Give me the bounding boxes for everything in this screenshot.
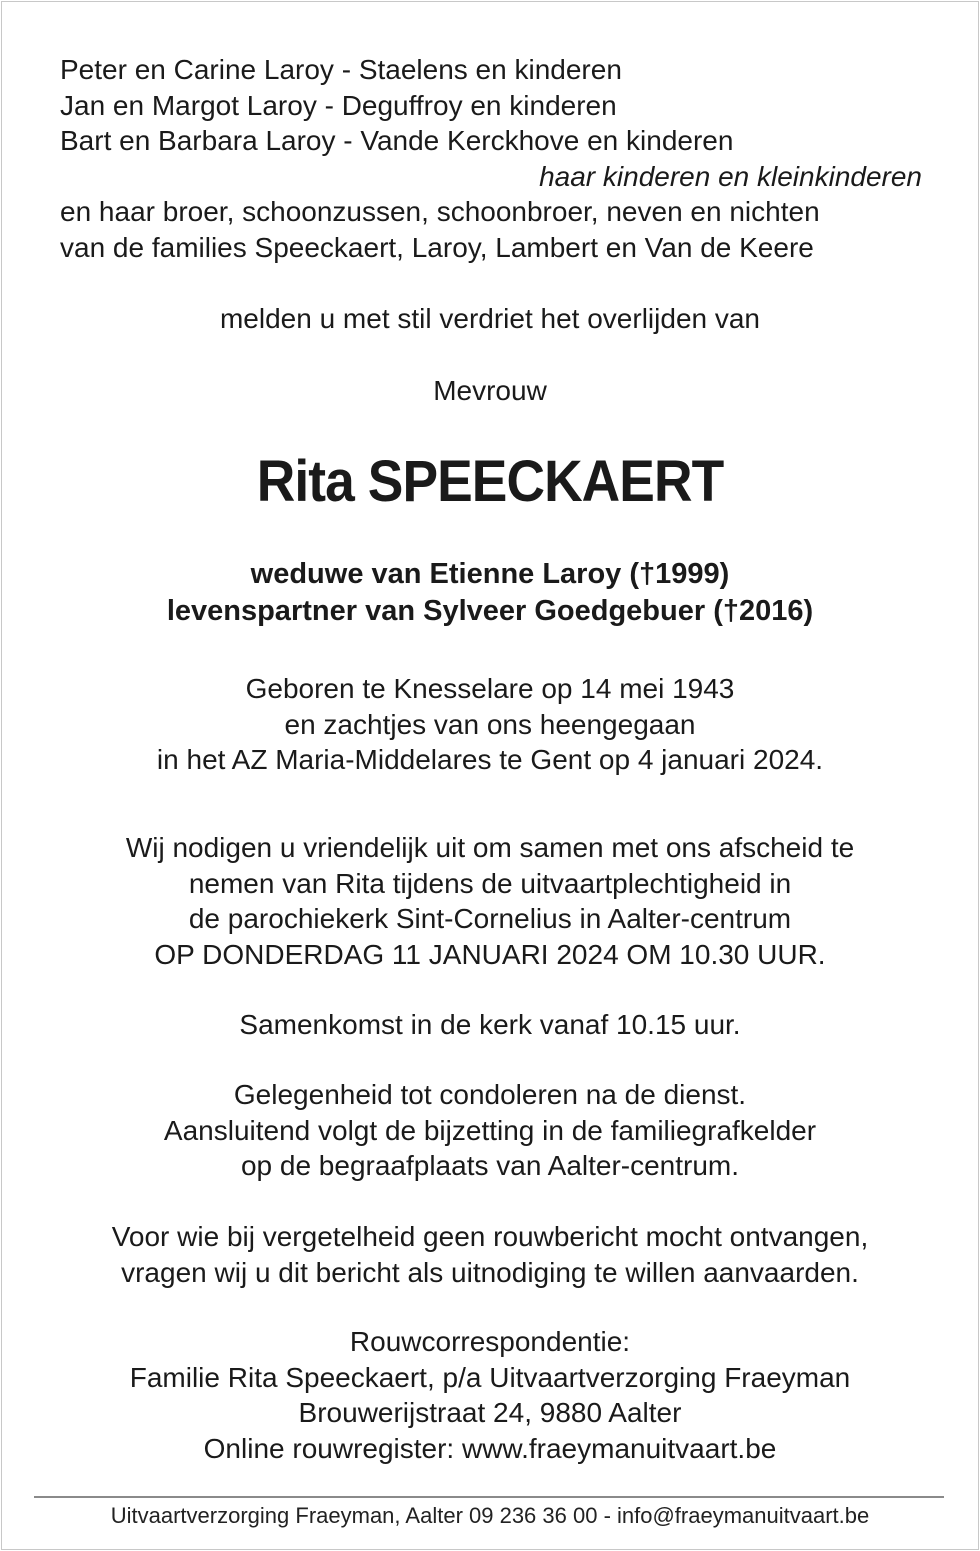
- passing-line: en zachtjes van ons heengegaan: [284, 708, 696, 740]
- burial-line: op de begraafplaats van Aalter-centrum.: [240, 1150, 740, 1181]
- family-line: van de families Speeckaert, Laroy, Lambert en Van de Keere: [60, 231, 814, 263]
- family-line: Peter en Carine Laroy - Staelens en kinderen: [60, 54, 622, 85]
- notice-line: vragen wij u dit bericht als uitnodiging te willen aanvaarden.: [121, 1256, 859, 1288]
- death-place-line: in het AZ Maria-Middelares te Gent op 4 januari 2024.: [156, 744, 824, 775]
- condolence-line: Gelegenheid tot condoleren na de dienst.: [233, 1079, 747, 1110]
- gathering-info: Samenkomst in de kerk vanaf 10.15 uur.: [239, 1009, 741, 1040]
- funeral-datetime: OP DONDERDAG 11 JANUARI 2024 OM 10.30 UUR.: [154, 938, 826, 970]
- notice-line: Voor wie bij vergetelheid geen rouwbericht mocht ontvangen,: [111, 1221, 869, 1252]
- burial-line: Aansluitend volgt de bijzetting in de familiegrafkelder: [163, 1114, 817, 1146]
- widow-line: weduwe van Etienne Laroy (†1999): [250, 558, 730, 590]
- online-register: Online rouwregister: www.fraeymanuitvaart.be: [203, 1432, 777, 1464]
- deceased-name: Rita SPEECKAERT: [256, 449, 724, 514]
- family-line: Bart en Barbara Laroy - Vande Kerckhove en kinderen: [60, 125, 734, 156]
- invitation-line: de parochiekerk Sint-Cornelius in Aalter-centrum: [188, 903, 792, 934]
- correspondence-line: Familie Rita Speeckaert, p/a Uitvaartverzorging Fraeyman: [129, 1361, 851, 1393]
- invitation-line: Wij nodigen u vriendelijk uit om samen met ons afscheid te: [125, 832, 855, 863]
- funeral-invitation: [0, 830, 980, 972]
- family-list: [60, 52, 922, 265]
- invitation-line: nemen van Rita tijdens de uitvaartplechtigheid in: [188, 867, 792, 899]
- spouse-info: [0, 556, 980, 630]
- partner-line: levenspartner van Sylveer Goedgebuer (†2016): [166, 595, 814, 627]
- condolence-info: [0, 1077, 980, 1184]
- notice-text: [0, 1219, 980, 1290]
- footer-contact: Uitvaartverzorging Fraeyman, Aalter 09 236 36 00 - info@fraeymanuitvaart.be: [110, 1503, 870, 1528]
- announcement-intro: melden u met stil verdriet het overlijden van: [219, 303, 761, 334]
- grandchildren-line: haar kinderen en kleinkinderen: [539, 160, 922, 192]
- family-line: Jan en Margot Laroy - Deguffroy en kinderen: [60, 89, 617, 121]
- birth-line: Geboren te Knesselare op 14 mei 1943: [245, 673, 735, 704]
- footer-divider: [34, 1496, 944, 1498]
- family-line: en haar broer, schoonzussen, schoonbroer, neven en nichten: [60, 196, 820, 227]
- correspondence-block: [0, 1324, 980, 1466]
- correspondence-heading: Rouwcorrespondentie:: [349, 1326, 631, 1357]
- correspondence-address: Brouwerijstraat 24, 9880 Aalter: [298, 1397, 682, 1428]
- honorific: Mevrouw: [433, 375, 547, 406]
- birth-death-info: [0, 671, 980, 778]
